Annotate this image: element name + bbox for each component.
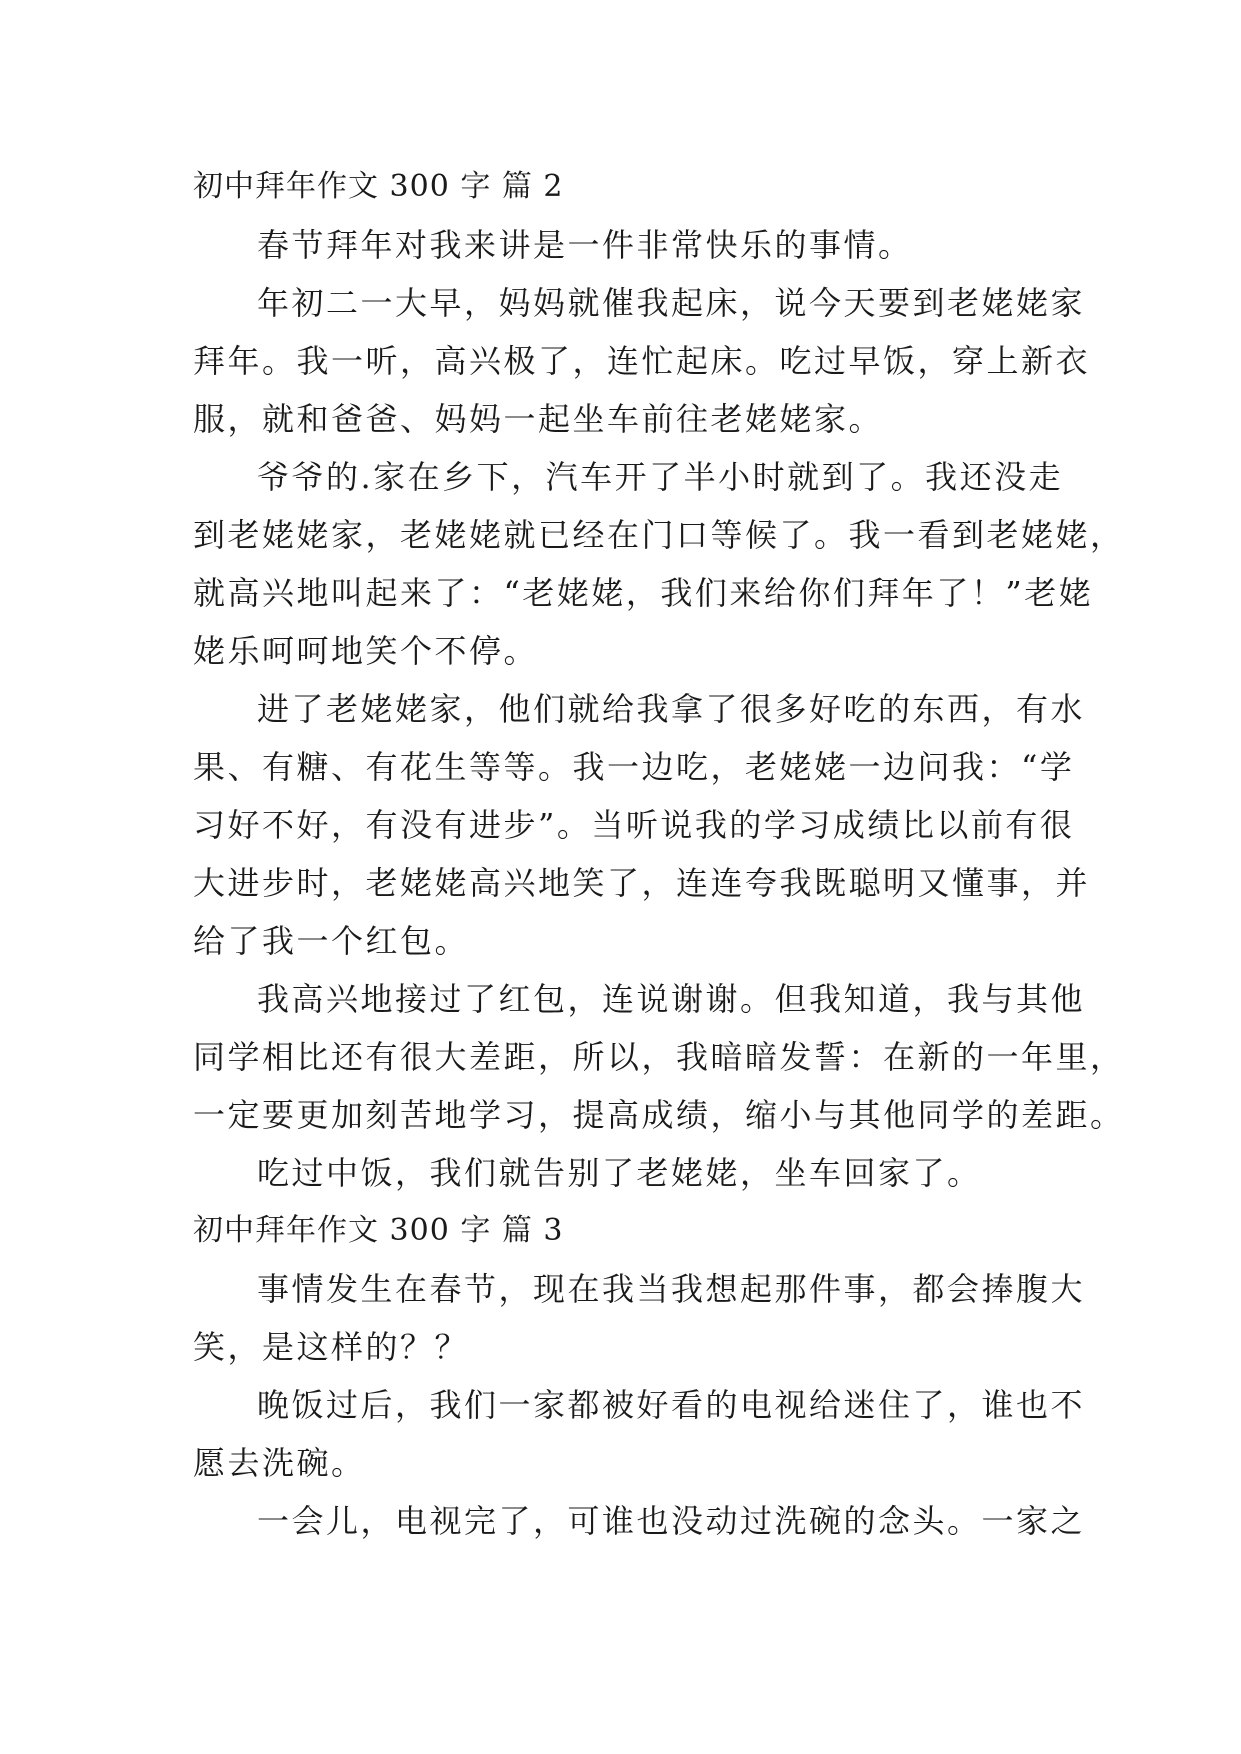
text-line: 我高兴地接过了红包，连说谢谢。但我知道，我与其他 [257,980,1086,1018]
paragraph [193,274,1091,448]
text-line: 果、有糖、有花生等等。我一边吃，老姥姥一边问我：“学 [193,748,1075,786]
text-line: 习好不好，有没有进步”。当听说我的学习成绩比以前有很 [193,806,1075,844]
paragraph [193,1144,1053,1202]
paragraph [193,1260,1086,1376]
paragraph [193,448,1125,680]
heading-part-3: 初中拜年作文 300 字 篇 3 [193,1213,564,1248]
text-line: 姥乐呵呵地笑个不停。 [193,632,539,670]
text-line: 到老姥姥家，老姥姥就已经在门口等候了。我一看到老姥姥， [193,516,1125,554]
text-line: 笑，是这样的？？ [193,1328,470,1366]
text-line: 晚饭过后，我们一家都被好看的电视给迷住了，谁也不 [257,1386,1086,1424]
text-line: 给了我一个红包。 [193,922,470,960]
text-line: 同学相比还有很大差距，所以，我暗暗发誓：在新的一年里， [193,1038,1125,1076]
text-line: 年初二一大早，妈妈就催我起床，说今天要到老姥姥家 [257,284,1086,322]
text-line: 拜年。我一听，高兴极了，连忙起床。吃过早饭，穿上新衣 [193,342,1091,380]
text-line: 事情发生在春节，现在我当我想起那件事，都会捧腹大 [257,1270,1086,1308]
text-line: 春节拜年对我来讲是一件非常快乐的事情。 [257,226,913,264]
text-line: 愿去洗碗。 [193,1444,366,1482]
text-line: 服，就和爸爸、妈妈一起坐车前往老姥姥家。 [193,400,884,438]
paragraph [193,216,1053,274]
text-line: 一会儿，电视完了，可谁也没动过洗碗的念头。一家之 [257,1502,1086,1540]
text-line: 就高兴地叫起来了：“老姥姥，我们来给你们拜年了！”老姥 [193,574,1094,612]
text-line: 爷爷的.家在乡下，汽车开了半小时就到了。我还没走 [257,458,1064,496]
text-line: 一定要更加刻苦地学习，提高成绩，缩小与其他同学的差距。 [193,1096,1125,1134]
text-line: 进了老姥姥家，他们就给我拿了很多好吃的东西，有水 [257,690,1086,728]
document-page [193,158,1125,1550]
paragraph [193,680,1091,970]
text-line: 大进步时，老姥姥高兴地笑了，连连夸我既聪明又懂事，并 [193,864,1091,902]
paragraph [193,1376,1086,1492]
paragraph [193,970,1125,1144]
text-line: 吃过中饭，我们就告别了老姥姥，坐车回家了。 [257,1154,982,1192]
paragraph [193,1492,1086,1550]
heading-part-2: 初中拜年作文 300 字 篇 2 [193,169,564,204]
